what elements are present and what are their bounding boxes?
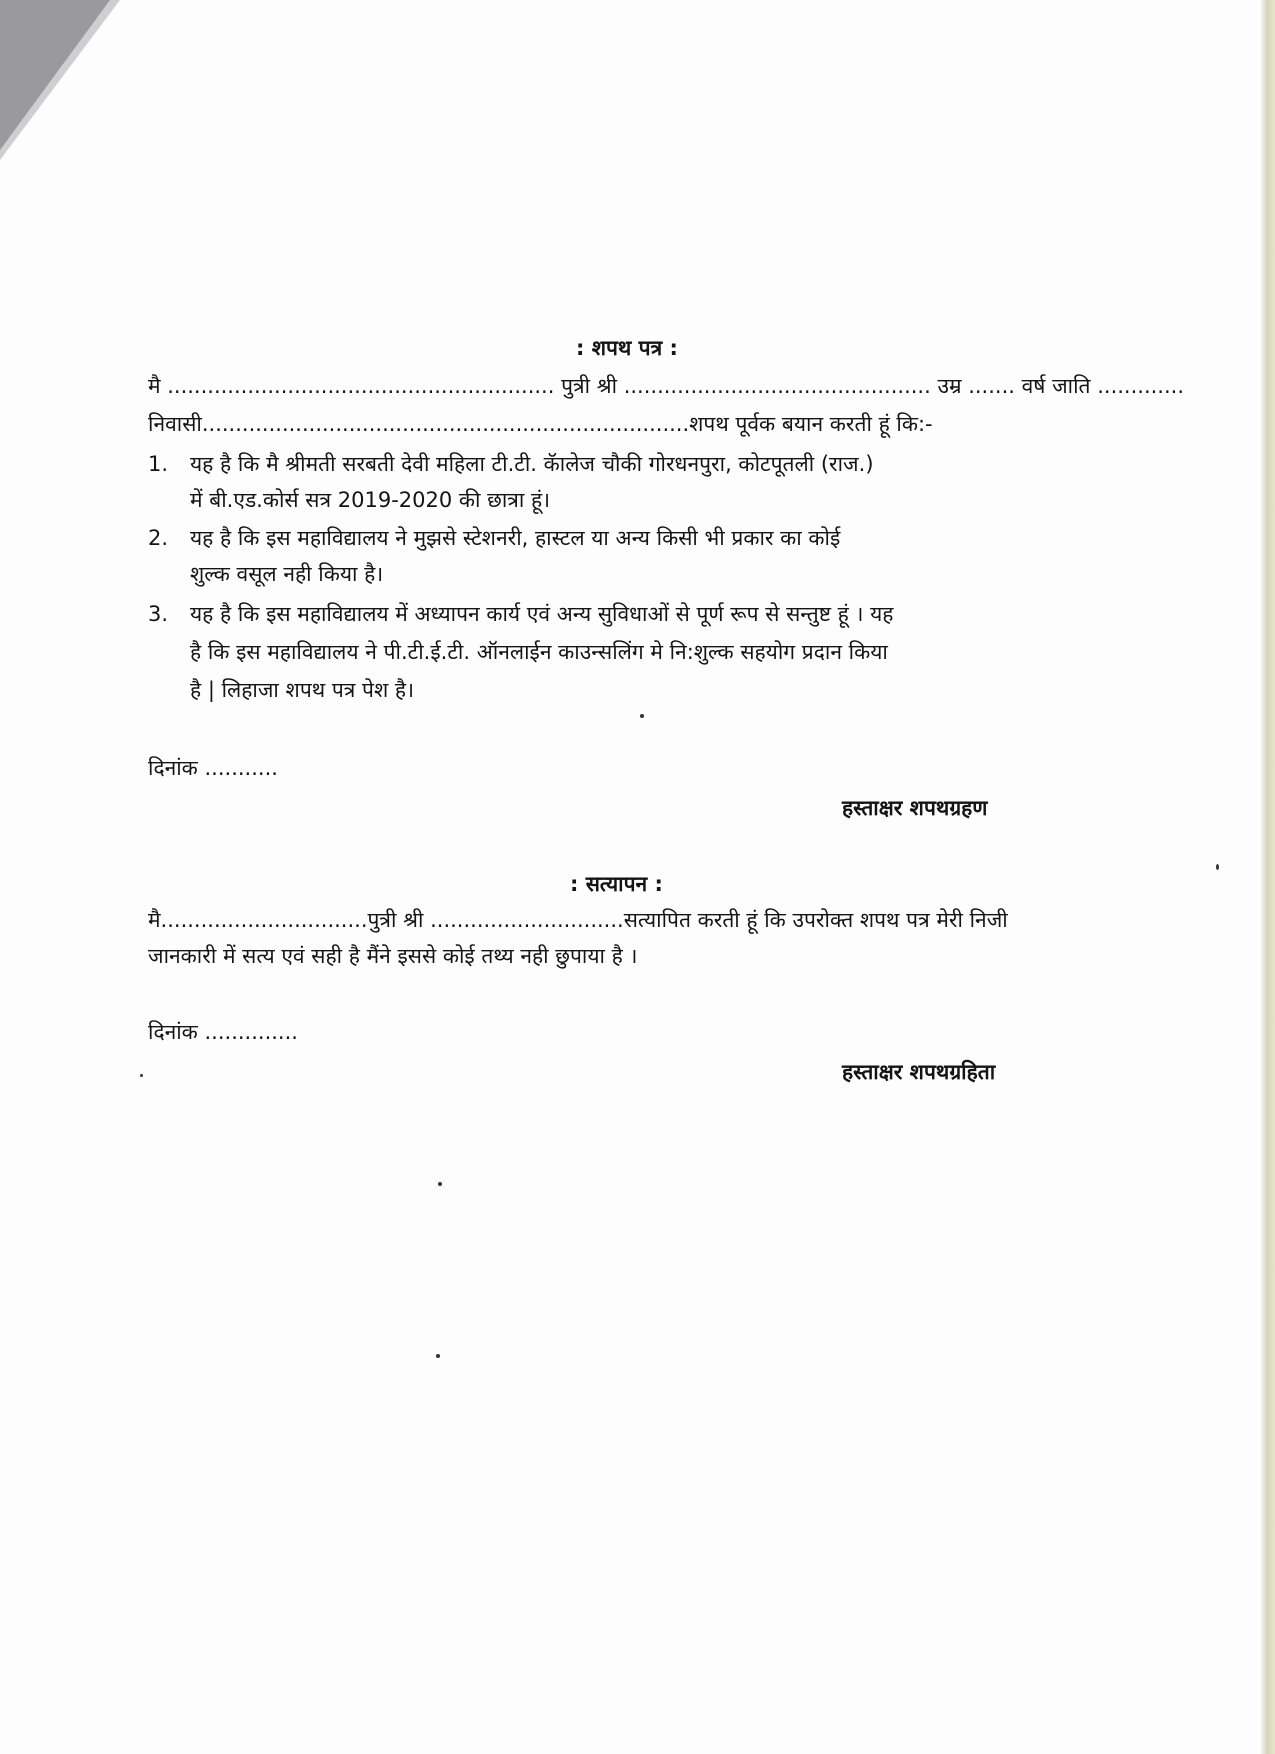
- caste-blank: .............: [1097, 374, 1184, 398]
- oath-signature-label: हस्ताक्षर शपथग्रहण: [842, 796, 988, 820]
- oath-date: दिनांक ...........: [148, 756, 278, 780]
- scan-speck: [640, 714, 644, 718]
- item-2-text-line-1: यह है कि इस महाविद्यालय ने मुझसे स्टेशनरी, हास्टल या अन्य किसी भी प्रकार का कोई: [190, 526, 841, 550]
- item-3-text-line-1: यह है कि इस महाविद्यालय में अध्यापन कार्य एवं अन्य सुविधाओं से पूर्ण रूप से सन्तुष्ट हूं । यह: [190, 602, 894, 626]
- verification-line-2: जानकारी में सत्य एवं सही है मैंने इससे कोई तथ्य नही छुपाया है ।: [148, 944, 638, 968]
- verification-signature-label: हस्ताक्षर शपथग्रहिता: [842, 1060, 996, 1084]
- oath-line-1: [148, 372, 1184, 400]
- verification-title: : सत्यापन :: [570, 872, 663, 896]
- oath-line-1-part-c: उम्र: [930, 374, 969, 398]
- scan-speck: [140, 1074, 143, 1077]
- scan-speck: [438, 1182, 442, 1186]
- oath-line-1-part-a: मै: [148, 374, 168, 398]
- age-blank: .......: [968, 374, 1015, 398]
- oath-line-1-part-d: वर्ष जाति: [1014, 374, 1098, 398]
- father-name-blank: ..............................................: [623, 374, 931, 398]
- item-3-text-line-3: है | लिहाजा शपथ पत्र पेश है।: [190, 678, 415, 702]
- item-2-number: 2.: [148, 526, 169, 550]
- scan-speck: [436, 1354, 440, 1358]
- verification-date: दिनांक ..............: [148, 1020, 298, 1044]
- verification-line-1: मै...............................पुत्री श्री .............................सत्यापित करती हूं कि उपरोक्त शपथ पत्र मेरी निजी: [148, 908, 1008, 932]
- item-2-text-line-2: शुल्क वसूल नही किया है।: [190, 562, 384, 586]
- item-1-text-line-2: में बी.एड.कोर्स सत्र 2019-2020 की छात्रा हूं।: [190, 488, 551, 512]
- scan-speck: [1216, 864, 1219, 870]
- oath-line-1-part-b: पुत्री श्री: [554, 374, 624, 398]
- name-blank: ..........................................................: [167, 374, 555, 398]
- item-3-number: 3.: [148, 602, 169, 626]
- oath-title: : शपथ पत्र :: [576, 336, 678, 360]
- item-1-text-line-1: यह है कि मै श्रीमती सरबती देवी महिला टी.टी. कॅालेज चौकी गोरधनपुरा, कोटपूतली (राज.): [190, 452, 874, 476]
- item-1-number: 1.: [148, 452, 169, 476]
- item-3-text-line-2: है कि इस महाविद्यालय ने पी.टी.ई.टी. ऑनलाईन काउन्सलिंग मे नि:शुल्क सहयोग प्रदान किया: [190, 640, 888, 664]
- oath-line-2: निवासी.........................................................................शपथ पूर्वक बयान करती हूं कि:-: [148, 412, 933, 436]
